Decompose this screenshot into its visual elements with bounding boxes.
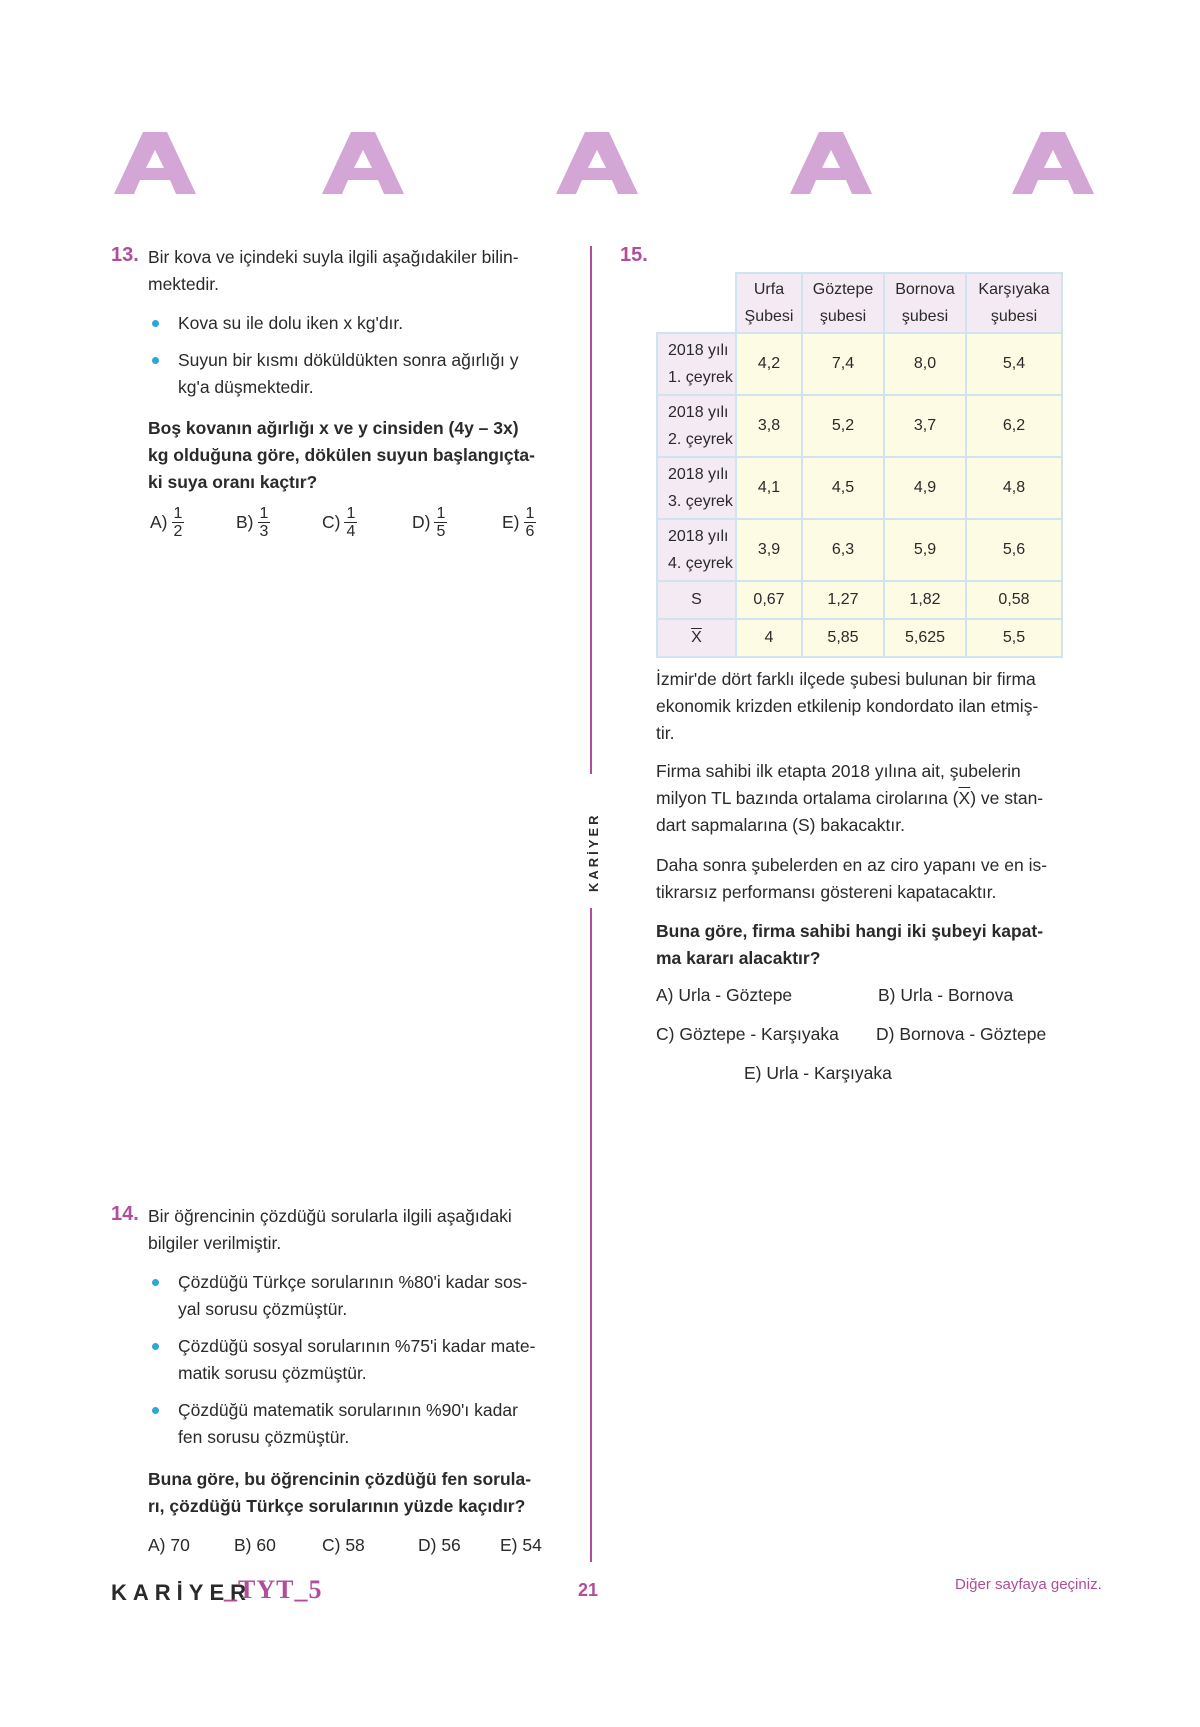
question-14-stem-line1: Buna göre, bu öğrencinin çözdüğü fen sorula- — [148, 1469, 532, 1489]
table-header-urfa — [736, 273, 802, 333]
question-15-option-d[interactable]: D) Bornova - Göztepe — [876, 1024, 1047, 1044]
question-14-intro — [148, 1203, 561, 1257]
option-label: E) — [502, 512, 520, 532]
side-brand — [578, 800, 608, 900]
table-cell: 7,4 — [802, 333, 884, 395]
question-13-intro-line1: Bir kova ve içindeki suyla ilgili aşağıdakiler bilin- — [148, 247, 519, 267]
header-line: Karşıyaka — [978, 281, 1050, 298]
fraction-denominator: 2 — [173, 523, 183, 540]
question-14-option-d[interactable]: D) 56 — [418, 1535, 461, 1555]
option-fraction — [172, 505, 185, 540]
table-cell: 4,8 — [966, 457, 1062, 519]
table-cell: 4 — [736, 619, 802, 657]
question-15-option-c[interactable]: C) Göztepe - Karşıyaka — [656, 1024, 839, 1044]
question-14-bullet-3-line2: fen sorusu çözmüştür. — [178, 1427, 350, 1447]
fraction-denominator: 6 — [525, 523, 535, 540]
header-line: Bornova — [895, 281, 955, 298]
question-13-intro — [148, 244, 561, 298]
question-13-option-d[interactable] — [412, 505, 447, 540]
booklet-letter-5 — [1008, 128, 1098, 198]
question-14-bullet-1 — [148, 1269, 561, 1323]
question-15-option-e[interactable]: E) Urla - Karşıyaka — [744, 1063, 892, 1083]
table-cell: 6,3 — [802, 519, 884, 581]
fraction-numerator: 1 — [525, 505, 535, 522]
table-cell: 4,2 — [736, 333, 802, 395]
table-cell: 3,8 — [736, 395, 802, 457]
row-header-line: 2018 yılı — [668, 404, 729, 421]
question-14-option-e[interactable]: E) 54 — [500, 1535, 542, 1555]
question-13-stem-line1: Boş kovanın ağırlığı x ve y cinsiden (4y – 3x) — [148, 418, 519, 438]
table-cell: 3,9 — [736, 519, 802, 581]
booklet-letter-4 — [786, 128, 876, 198]
table-cell: 5,9 — [884, 519, 966, 581]
option-label: B) — [236, 512, 254, 532]
para-2-line2-end: ) ve stan- — [970, 788, 1044, 808]
table-cell: 5,5 — [966, 619, 1062, 657]
booklet-letter-2 — [318, 128, 408, 198]
question-14-bullets — [148, 1269, 561, 1461]
question-14-bullet-2-line1: Çözdüğü sosyal sorularının %75'i kadar mate- — [178, 1336, 536, 1356]
question-13-option-a[interactable] — [150, 505, 184, 540]
mean-symbol: $\overline{X}$ — [691, 629, 702, 646]
footer-brand-logo: KARİYER — [111, 1580, 253, 1605]
question-15-option-a[interactable]: A) Urla - Göztepe — [656, 985, 793, 1005]
question-14-intro-line1: Bir öğrencinin çözdüğü sorularla ilgili aşağıdaki — [148, 1206, 512, 1226]
fraction-denominator: 3 — [259, 523, 269, 540]
bullet-dot-icon — [152, 1343, 159, 1350]
row-header-line: 2018 yılı — [668, 342, 729, 359]
table-row-mean — [657, 619, 1062, 657]
table-cell: 8,0 — [884, 333, 966, 395]
mean-symbol: $\overline{X}$ — [958, 788, 971, 808]
question-13-number: 13. — [111, 244, 139, 266]
question-15-para-2-line1: Firma sahibi ilk etapta 2018 yılına ait, şubelerin — [656, 761, 1021, 781]
question-15-stem — [656, 918, 1076, 972]
question-14-bullet-1-line1: Çözdüğü Türkçe sorularının %80'i kadar sos- — [178, 1272, 528, 1292]
fraction-denominator: 4 — [346, 523, 356, 540]
fraction-numerator: 1 — [259, 505, 269, 522]
column-divider-top — [590, 246, 592, 774]
table-header-bornova — [884, 273, 966, 333]
question-14-bullet-3-line1: Çözdüğü matematik sorularının %90'ı kadar — [178, 1400, 518, 1420]
bullet-dot-icon — [152, 320, 159, 327]
question-14-option-a[interactable]: A) 70 — [148, 1535, 190, 1555]
header-line: şubesi — [819, 308, 867, 325]
question-13-bullet-2 — [148, 347, 561, 401]
table-corner-cell — [657, 273, 736, 333]
row-header-line: 2018 yılı — [668, 528, 729, 545]
question-15-para-1 — [656, 666, 1076, 747]
question-14-bullet-2 — [148, 1333, 561, 1387]
question-14-bullet-2-line2: matik sorusu çözmüştür. — [178, 1363, 367, 1383]
question-13-stem-line3: ki suya oranı kaçtır? — [148, 472, 318, 492]
table-cell: 4,1 — [736, 457, 802, 519]
booklet-letter-3 — [552, 128, 642, 198]
table-row — [657, 457, 1062, 519]
question-13-option-b[interactable] — [236, 505, 270, 540]
bullet-dot-icon — [152, 1407, 159, 1414]
side-brand-text: KARİYER — [586, 812, 601, 892]
table-cell: 5,85 — [802, 619, 884, 657]
question-13-intro-line2: mektedir. — [148, 274, 219, 294]
header-line: Urfa — [753, 281, 785, 298]
table-cell: 3,7 — [884, 395, 966, 457]
row-header-line: 2018 yılı — [668, 466, 729, 483]
table-row-header — [657, 457, 736, 519]
table-cell: 0,58 — [966, 581, 1062, 619]
question-14-stem-line2: rı, çözdüğü Türkçe sorularının yüzde kaçıdır? — [148, 1496, 526, 1516]
question-15-stem-line2: ma kararı alacaktır? — [656, 948, 821, 968]
option-fraction — [434, 505, 447, 540]
question-14-bullet-1-line2: yal sorusu çözmüştür. — [178, 1299, 348, 1319]
question-14-stem — [148, 1466, 561, 1520]
question-15-stem-line1: Buna göre, firma sahibi hangi iki şubeyi kapat- — [656, 921, 1044, 941]
question-15-para-2-line3: dart sapmalarına (S) bakacaktır. — [656, 815, 905, 835]
row-header-line: 2. çeyrek — [668, 431, 733, 448]
table-row-header — [657, 395, 736, 457]
table-cell: 5,2 — [802, 395, 884, 457]
bullet-dot-icon — [152, 1279, 159, 1286]
question-15-para-3 — [656, 852, 1076, 906]
table-row-header — [657, 519, 736, 581]
question-14-option-c[interactable]: C) 58 — [322, 1535, 365, 1555]
branch-revenue-table — [656, 272, 1063, 658]
question-15-para-3-line1: Daha sonra şubelerden en az ciro yapanı ve en is- — [656, 855, 1048, 875]
table-row — [657, 333, 1062, 395]
table-row-header — [657, 333, 736, 395]
option-fraction — [524, 505, 537, 540]
para-2-line2-start: milyon TL bazında ortalama cirolarına ( — [656, 788, 959, 808]
table-header-row — [657, 273, 1062, 333]
question-13-bullets — [148, 310, 561, 411]
std-dev-label: S — [657, 581, 736, 619]
next-page-note: Diğer sayfaya geçiniz. — [955, 1576, 1102, 1593]
header-line: şubesi — [901, 308, 949, 325]
question-13-stem — [148, 415, 561, 496]
table-header-goztepe — [802, 273, 884, 333]
question-13-stem-line2: kg olduğuna göre, dökülen suyun başlangıçta- — [148, 445, 535, 465]
table-header-karsiyaka — [966, 273, 1062, 333]
header-line: şubesi — [990, 308, 1038, 325]
option-label: C) — [322, 512, 341, 532]
row-header-line: 1. çeyrek — [668, 369, 733, 386]
question-14-bullet-3 — [148, 1397, 561, 1451]
table-cell: 5,4 — [966, 333, 1062, 395]
header-line: Şubesi — [744, 308, 794, 325]
question-15-option-b[interactable]: B) Urla - Bornova — [878, 985, 1014, 1005]
table-cell: 1,27 — [802, 581, 884, 619]
table-cell: 4,9 — [884, 457, 966, 519]
table-cell: 0,67 — [736, 581, 802, 619]
question-15-para-1-line1: İzmir'de dört farklı ilçede şubesi bulunan bir firma — [656, 669, 1036, 689]
fraction-denominator: 5 — [436, 523, 446, 540]
option-fraction — [344, 505, 357, 540]
question-15-number: 15. — [620, 244, 648, 266]
fraction-numerator: 1 — [436, 505, 446, 522]
table-row-std-dev — [657, 581, 1062, 619]
table-cell: 1,82 — [884, 581, 966, 619]
option-fraction — [258, 505, 271, 540]
page-number: 21 — [578, 1580, 599, 1600]
option-label: A) — [150, 512, 168, 532]
table-cell: 5,625 — [884, 619, 966, 657]
footer-test-code: _TYT_5 — [224, 1575, 323, 1604]
question-13-bullet-2-line2: kg'a düşmektedir. — [178, 377, 314, 397]
fraction-numerator: 1 — [173, 505, 183, 522]
question-14-intro-line2: bilgiler verilmiştir. — [148, 1233, 282, 1253]
question-15-para-2-line2 — [656, 785, 1076, 812]
question-15-para-2 — [656, 758, 1076, 839]
table-row — [657, 519, 1062, 581]
question-15-para-3-line2: tikrarsız performansı göstereni kapatacaktır. — [656, 882, 997, 902]
question-14-number: 14. — [111, 1203, 139, 1225]
question-13-bullet-2-line1: Suyun bir kısmı döküldükten sonra ağırlığı y — [178, 350, 519, 370]
question-15-para-1-line3: tir. — [656, 723, 675, 743]
question-13-bullet-1-text: Kova su ile dolu iken x kg'dır. — [178, 313, 404, 333]
table-cell: 6,2 — [966, 395, 1062, 457]
fraction-numerator: 1 — [346, 505, 356, 522]
column-divider-bottom — [590, 908, 592, 1562]
question-13-option-c[interactable] — [322, 505, 357, 540]
option-label: D) — [412, 512, 431, 532]
mean-label — [657, 619, 736, 657]
question-13-option-e[interactable] — [502, 505, 536, 540]
table-cell: 5,6 — [966, 519, 1062, 581]
row-header-line: 4. çeyrek — [668, 555, 733, 572]
booklet-letter-1 — [110, 128, 200, 198]
table-row — [657, 395, 1062, 457]
bullet-dot-icon — [152, 357, 159, 364]
header-line: Göztepe — [812, 281, 874, 298]
question-15-para-1-line2: ekonomik krizden etkilenip kondordato ilan etmiş- — [656, 696, 1039, 716]
table-cell: 4,5 — [802, 457, 884, 519]
row-header-line: 3. çeyrek — [668, 493, 733, 510]
question-14-option-b[interactable]: B) 60 — [234, 1535, 276, 1555]
question-13-bullet-1 — [148, 310, 561, 337]
